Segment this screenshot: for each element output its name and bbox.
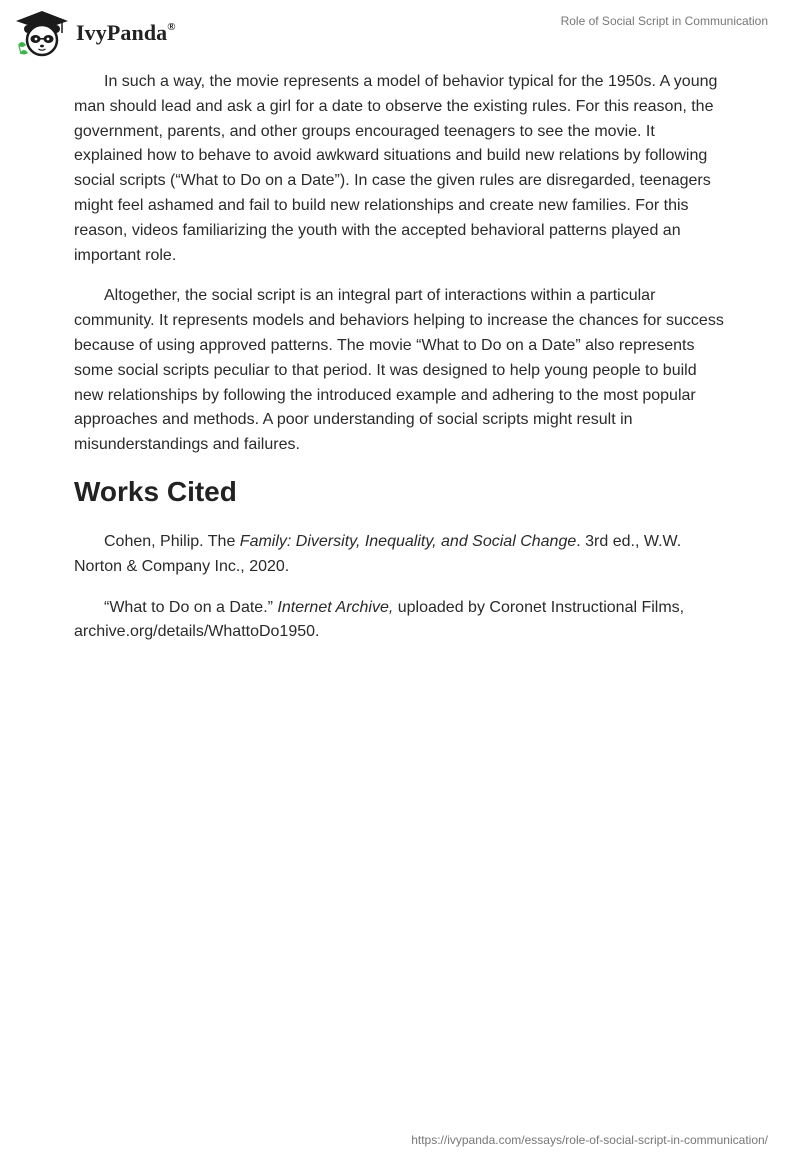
brand-name: IvyPanda® (76, 20, 176, 45)
body-paragraph: In such a way, the movie represents a model of behavior typical for the 1950s. A young man should lead and ask a girl for a date to observe the existing rules. For this reason, the government, parents, and other groups encouraged teenagers to see the movie. It explained how to behave to avoid awkward situations and build new relations by following social scripts (“What to Do on a Date”). In case the given rules are disregarded, teenagers might feel ashamed and fail to build new relationships and create new families. For this reason, videos familiarizing the youth with the accepted behavioral patterns played an important role. (74, 73, 718, 264)
footer-source-url[interactable]: https://ivypanda.com/essays/role-of-social-script-in-communication/ (411, 1133, 768, 1147)
citation-entry: “What to Do on a Date.” Internet Archive, uploaded by Coronet Instructional Films, archive.org/details/WhattoDo1950. (74, 598, 685, 641)
page-header (0, 0, 800, 64)
document-body (74, 70, 726, 661)
body-paragraph: Altogether, the social script is an integral part of interactions within a particular community. It represents models and behaviors helping to increase the chances for success because of using approved patterns. The movie “What to Do on a Date” also represents some social scripts peculiar to that period. It was designed to help young people to build new relationships by following the introduced example and adhering to the most popular approaches and methods. A poor understanding of social scripts might result in misunderstandings and failures. (74, 287, 724, 454)
citation-entry: Cohen, Philip. The Family: Diversity, Inequality, and Social Change. 3rd ed., W.W. Norton & Company Inc., 2020. (74, 532, 682, 575)
ivypanda-logo[interactable] (14, 9, 176, 57)
works-cited-heading: Works Cited (74, 475, 237, 507)
panda-graduate-icon (14, 9, 70, 57)
document-title: Role of Social Script in Communication (560, 14, 768, 28)
